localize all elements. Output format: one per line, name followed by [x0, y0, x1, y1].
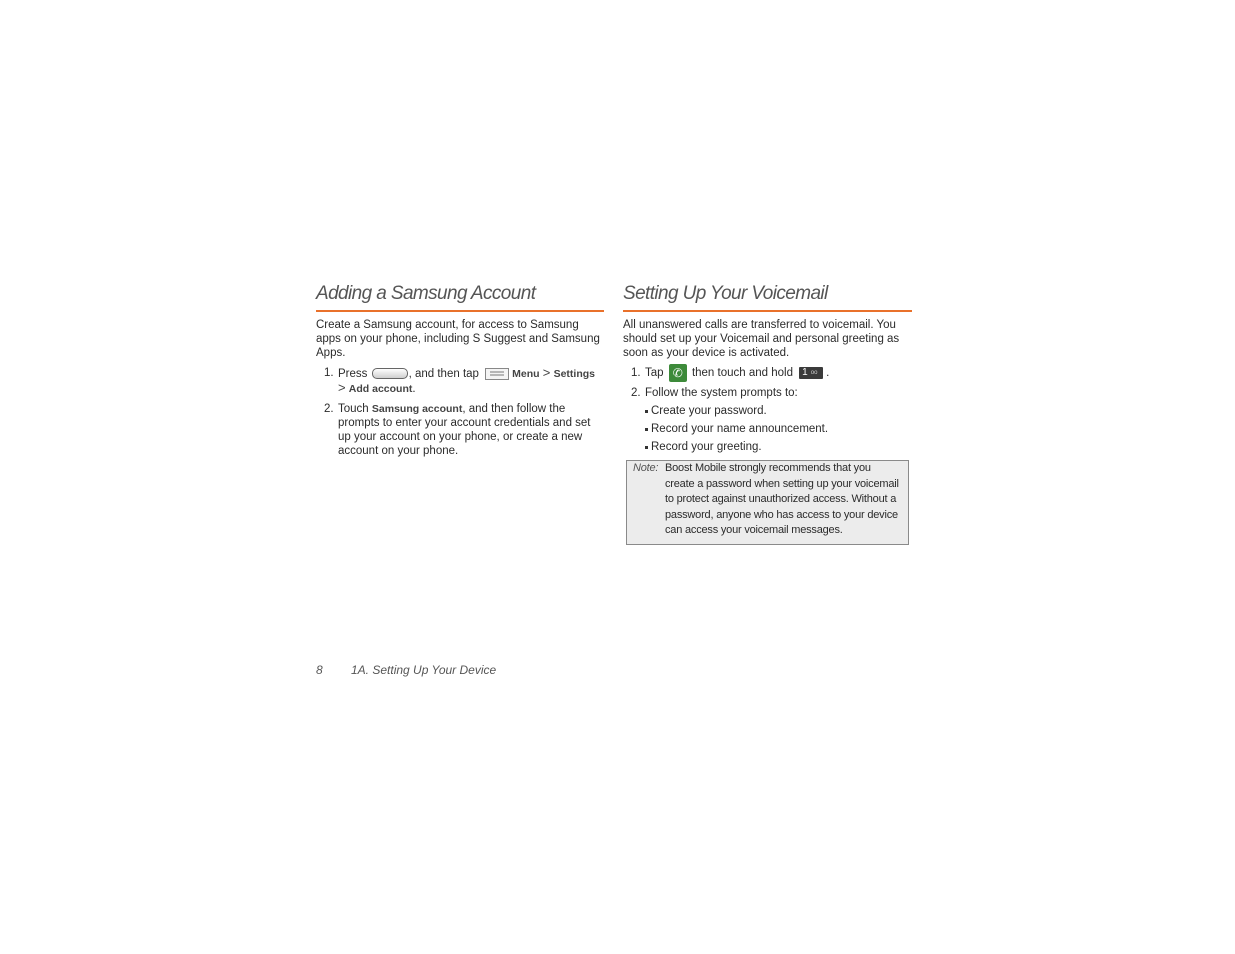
steps-list — [316, 366, 604, 458]
step-number: 1. — [631, 367, 641, 379]
menu-key-icon — [485, 368, 509, 380]
phone-app-icon: ✆ — [669, 364, 687, 382]
prompt-list — [623, 404, 912, 454]
step-number: 1. — [324, 367, 334, 379]
step-number: 2. — [631, 387, 641, 399]
list-item: Record your name announcement. — [645, 422, 912, 436]
home-key-icon — [372, 368, 408, 379]
step-number: 2. — [324, 403, 334, 415]
note-box — [626, 460, 909, 545]
section-intro: All unanswered calls are transferred to voicemail. You should set up your Voicemail and personal greeting as soon as your device is activated. — [623, 319, 900, 359]
step-item: 2. Follow the system prompts to: — [631, 387, 798, 399]
list-item: Create your password. — [645, 404, 912, 418]
step-item: 1. Tap ✆ then touch and hold 1 $^{oo}$ . — [631, 365, 830, 380]
section-samsung-account — [316, 282, 604, 464]
settings-term: Settings — [553, 368, 595, 380]
step-item: 2. Touch Samsung account, and then follow the prompts to enter your account credentials and set up your account on your phone, or create a new account on your phone. — [324, 403, 591, 457]
note-text: Boost Mobile strongly recommends that you create a password when setting up your voicemail to protect against unauthorized access. Without a password, anyone who has access to your device can access your voicemail messages. — [665, 462, 899, 536]
page-number: 8 — [316, 663, 323, 677]
section-title: Setting Up Your Voicemail — [623, 282, 912, 312]
section-voicemail — [623, 282, 912, 545]
chapter-title: 1A. Setting Up Your Device — [351, 663, 497, 677]
section-intro: Create a Samsung account, for access to Samsung apps on your phone, including S Suggest and Samsung Apps. — [316, 319, 600, 359]
voicemail-key-icon: 1 $^{oo}$ — [799, 367, 823, 379]
section-title: Adding a Samsung Account — [316, 282, 604, 312]
samsung-account-term: Samsung account — [371, 403, 463, 415]
add-account-term: Add account — [348, 383, 413, 395]
steps-list — [623, 366, 912, 400]
list-item: Record your greeting. — [645, 440, 912, 454]
note-label: Note: — [633, 462, 659, 474]
step-item: 1. Press , and then tap Menu > Settings > Add account. — [324, 365, 595, 395]
menu-term: Menu — [512, 368, 540, 380]
page-footer — [316, 663, 496, 677]
